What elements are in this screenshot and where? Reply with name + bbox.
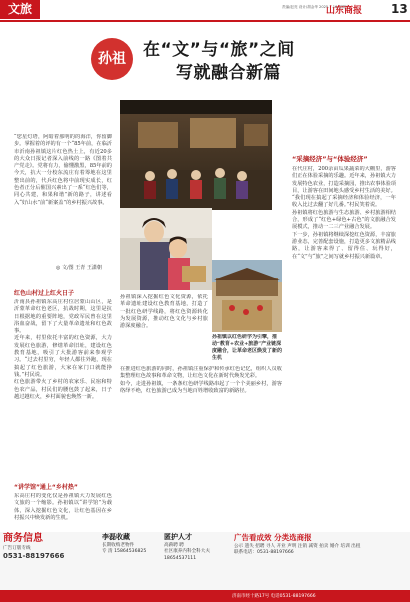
paragraph: “我们现在搞起了采摘经济和体验经济，一年收入比过去翻了好几番。”村民笑着说。	[292, 195, 396, 209]
photo-caption: 孙祖镇以红色研学为引擎，推动“教育+农业+旅游”产业链深度融合，让革命老区焕发了新的生机	[212, 334, 282, 361]
intro-text: “您星灯塔，阿暗着那明的的海洋，你留脚步。掌握着的评的有一个“85年前，在临沂市沂南孙祖镇这片红色热土上，有近20多的大众日报记者深入前线的一路《图着共产党走》。党将有力，偷懂激黑，85年前的今天，抗大一分校东流庄有着筹地在这里整出前的，代兵红色将中前现实成长，红色者正分后催国兴素出了一系“红色们等，同心共建，和果和谐”新的路子，讲述看入“好山水”前“新案盖”的乡村振兴故事。	[14, 134, 112, 206]
newspaper-brand: 山东商报	[326, 6, 363, 16]
page-header	[0, 0, 410, 22]
ad-business-info[interactable]	[3, 532, 99, 592]
pullquote: “采摘经济”与“体验经济”	[292, 155, 368, 163]
headline-line1: 在“文”与“旅”之间	[143, 40, 295, 60]
paragraph: 近年来，村里依托丰富的红色资源，大力发展红色旅游，修缮革命旧址，建设红色教育基地，吸引了大批游客前来参观学习。“过去村里穷，年轻人都往外跑，现在搞起了红色旅游，大家在家门口就能挣钱。”村民说。	[14, 335, 112, 378]
ad-talent-line: 社区康养内科全科大夫	[164, 549, 210, 555]
ad-talent-line: 高薪聘 聘	[164, 543, 184, 548]
paragraph: 沂南县孙祖镇东高庄村位居蒙山山区，是沂蒙革命红色老区，抗战时期，这里是抗日根据地的重要阵地，党政军民曾在这里浴血奋战，留下了大量革命遗址和红色故事。	[14, 299, 112, 335]
footer-text: 济南市经十路17号 电话0531-88197666	[232, 593, 316, 599]
section-title-lecture-hall: “讲学馆”通上“乡村热”	[14, 484, 78, 491]
section-b-body	[14, 493, 112, 529]
museum-exhibit-image	[120, 100, 272, 210]
ad-classified[interactable]	[234, 532, 406, 592]
column3-body	[292, 166, 396, 528]
ad-business-line: 广告订版专线	[3, 546, 31, 551]
ad-collection-title: 李磊收藏	[102, 533, 130, 541]
section-title-red-village: 红色山村过上红火日子	[14, 290, 75, 297]
ad-talent-phone: 18654537111	[164, 555, 197, 561]
ad-talent-title: 匿护人才	[164, 533, 192, 541]
ad-collection-phone: 专 清 15864536825	[102, 549, 147, 555]
page-number: 13	[391, 2, 408, 16]
museum-exhibit-photo	[120, 100, 272, 210]
paragraph: 孙祖镇将红色旅游与生态旅游、乡村旅游相结合，形成了“红色+绿色+古色”的文旅融合发展模式，推动一二三产业融合发展。	[292, 209, 396, 231]
paragraph: 在推进红色旅游的同时，孙祖镇注重保护和传承红色记忆，组织人员收集整理红色故事和革命文物，让红色文化在新时代焕发光彩。	[120, 366, 282, 380]
family-photo	[120, 208, 212, 290]
paragraph: 孙祖镇深入挖掘红色文化资源，依托革命遗址建设红色教育基地，打造了一批红色研学线路，将红色资源转化为发展资源，推动红色文化与乡村旅游深度融合。	[120, 294, 208, 330]
header-info: 责编/赵亮 设计/胡金华 2025.7.16 星期三	[282, 5, 350, 9]
ad-business-phone: 0531-88197666	[3, 552, 65, 561]
column-badge: 孙祖	[91, 38, 133, 80]
ad-classified-phone: 联系电话：0531-88197666	[234, 550, 294, 556]
headline-line2: 写就融合新篇	[176, 63, 281, 83]
column2-body-lower	[120, 366, 282, 528]
courtyard-image	[212, 260, 282, 332]
ad-talent[interactable]	[164, 532, 232, 592]
courtyard-photo	[212, 260, 282, 332]
paragraph: 东高庄村的变化仅是孙祖镇大力发展红色文旅的一个缩影。孙祖镇以“讲学馆”为载体，深入挖掘红色文化，让红色基因在乡村振兴中焕发新的生机。	[14, 493, 112, 521]
paragraph: 在代庄村，200余亩瓜果蔬菜的大棚里，游客们正在体验采摘的乐趣。近年来，孙祖镇大力发展特色农业，打造采摘园，推出农事体验项目，让游客在田间地头感受乡村生活的美好。	[292, 166, 396, 194]
column2-body-upper	[120, 294, 208, 362]
section-badge: 文旅	[0, 0, 40, 19]
section-a-body	[14, 299, 112, 421]
paragraph: 红色旅游带火了乡村的农家乐、民宿和特色农产品，村民们的腰包鼓了起来，日子越过越红火，乡村面貌也焕然一新。	[14, 379, 112, 400]
ad-classified-categories: 公示 遗失 招聘 寻人 开业 声明 注销 减资 拍卖 婚介 培训 出租	[234, 544, 361, 549]
ad-collection[interactable]	[102, 532, 162, 592]
byline: ◎ 文/图 王青 王潇朝	[56, 265, 102, 271]
ad-classified-title: 广告看成效 分类选商报	[234, 533, 312, 542]
footer-bar	[0, 590, 410, 602]
ad-business-title: 商务信息	[3, 533, 43, 544]
ad-collection-line: 长期收购老物件	[102, 543, 135, 548]
family-photo-image	[120, 208, 212, 290]
paragraph: 下一步，孙祖镇将继续深挖红色资源，丰富旅游业态，完善配套设施，打造更多文旅精品线路，让游客来得了、留得住、玩得好，在“文”与“旅”之间写就乡村振兴新篇章。	[292, 231, 396, 260]
paragraph: 如今，走进孙祖镇，一条条红色研学线路串起了一个个美丽乡村，游客络绎不绝，红色旅游已成为当地百姓增收致富的新路径。	[120, 380, 282, 394]
